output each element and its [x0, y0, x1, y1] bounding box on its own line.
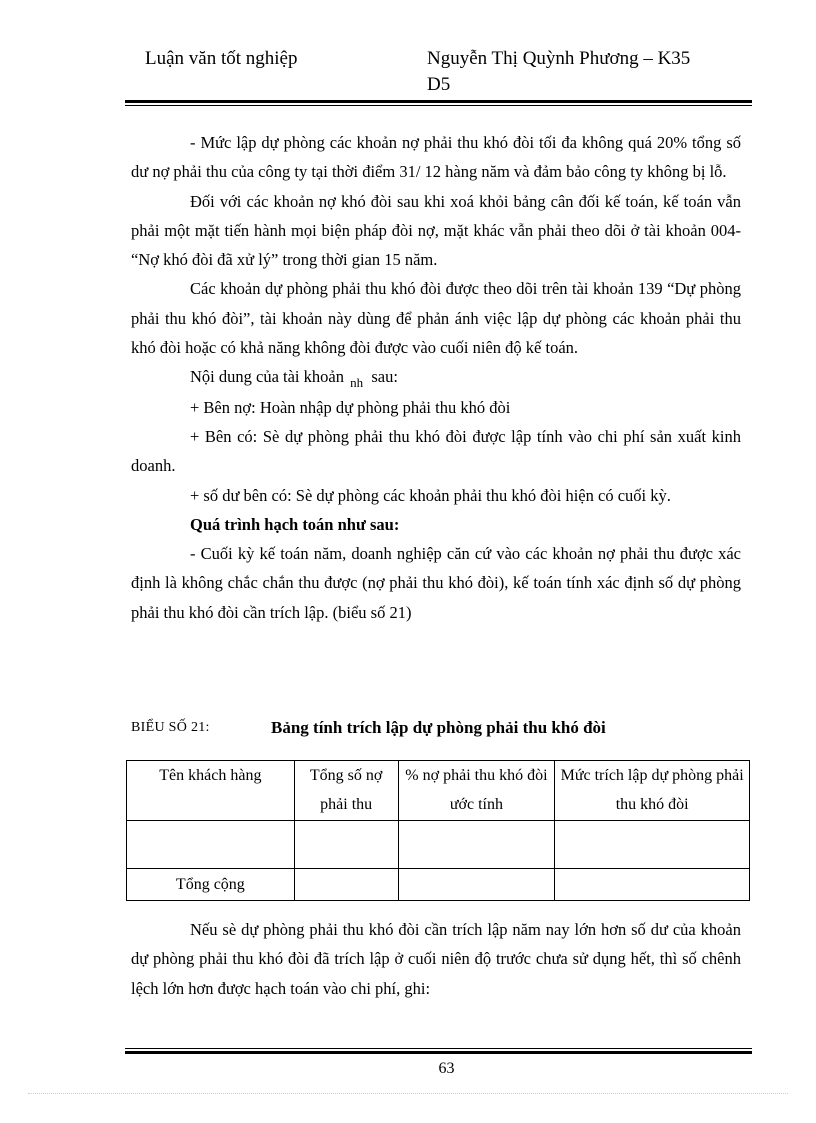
page-number: 63: [438, 1060, 455, 1077]
table-header-cell: Tổng số nợ phải thu: [294, 761, 398, 821]
table-cell: [398, 821, 555, 869]
list-item: + Bên nợ: Hoàn nhập dự phòng phải thu khó đòi: [190, 397, 511, 417]
footer-rule-thin: [125, 1048, 752, 1049]
header-thesis-title: Luận văn tốt nghiệp: [145, 48, 298, 69]
table-cell: [555, 869, 750, 901]
table-header-row: [127, 761, 750, 821]
table-cell: [398, 869, 555, 901]
page-header: [145, 48, 745, 100]
header-author: Nguyễn Thị Quỳnh Phương – K35: [427, 48, 691, 69]
table-row: [127, 821, 750, 869]
table-header-cell: Mức trích lập dự phòng phải thu khó đòi: [555, 761, 750, 821]
table-header-cell: % nợ phải thu khó đòi ước tính: [398, 761, 555, 821]
content-intro: [131, 362, 741, 392]
paragraph: Các khoản dự phòng phải thu khó đòi được theo dõi trên tài khoản 139 “Dự phòng phải thu khó đòi”, tài khoản này dùng để phản ánh việc lập dự phòng các khoản phải thu khó đòi hoặc có khả năng không đòi được vào cuối niên độ kế toán.: [131, 279, 741, 358]
caption-label: BIỂU SỐ 21:: [131, 720, 210, 735]
content-intro-sub: nh: [350, 375, 364, 391]
process-paragraph: - Cuối kỳ kế toán năm, doanh nghiệp căn cứ vào các khoản nợ phải thu được xác định là không chắc chắn thu được (nợ phải thu khó đòi), kế toán tính xác định số dự phòng phải thu khó đòi cần trích lập. (biểu số 21): [131, 544, 741, 622]
header-rule-thin: [125, 105, 752, 106]
header-class-code: D5: [427, 74, 451, 95]
page-edge-dots: [28, 1093, 788, 1094]
table-header-cell: Tên khách hàng: [127, 761, 295, 821]
main-text: [131, 128, 741, 627]
paragraph: - Mức lập dự phòng các khoản nợ phải thu khó đòi tối đa không quá 20% tổng số dư nợ phải thu của công ty tại thời điểm 31/ 12 hàng năm và đảm bảo công ty không bị lỗ.: [131, 133, 741, 182]
table-cell: [127, 821, 295, 869]
list-item: + Bên có: Sè dự phòng phải thu khó đòi được lập tính vào chi phí sản xuất kinh doanh.: [131, 426, 741, 476]
content-intro-after: sau:: [371, 367, 398, 387]
process-heading: Quá trình hạch toán như sau:: [190, 514, 400, 534]
caption-title: Bảng tính trích lập dự phòng phải thu khó đòi: [271, 718, 606, 737]
provision-table: [126, 760, 750, 901]
closing-paragraph: Nếu sè dự phòng phải thu khó đòi cần trích lập năm nay lớn hơn số dư của khoản dự phòng phải thu khó đòi đã trích lập ở cuối niên độ trước chưa sử dụng hết, thì số chênh lệch lớn hơn được hạch toán vào chi phí, ghi:: [131, 920, 741, 998]
table-cell: [555, 821, 750, 869]
table-total-row: [127, 869, 750, 901]
table-total-label: Tổng cộng: [127, 869, 295, 901]
table-caption: [131, 718, 741, 742]
paragraph: Đối với các khoản nợ khó đòi sau khi xoá khỏi bảng cân đối kế toán, kế toán vẫn phải một mặt tiến hành mọi biện pháp đòi nợ, mặt khác vẫn phải theo dõi ở tài khoản 004- “Nợ khó đòi đã xử lý” trong thời gian 15 năm.: [131, 191, 741, 270]
table-cell: [294, 869, 398, 901]
footer-rule-thick: [125, 1051, 752, 1054]
closing-text: [131, 915, 741, 1003]
list-item: + số dư bên có: Sè dự phòng các khoản phải thu khó đòi hiện có cuối kỳ.: [190, 485, 671, 505]
table-cell: [294, 821, 398, 869]
content-intro-before: Nội dung của tài khoản: [190, 367, 344, 387]
header-rule-thick: [125, 100, 752, 103]
